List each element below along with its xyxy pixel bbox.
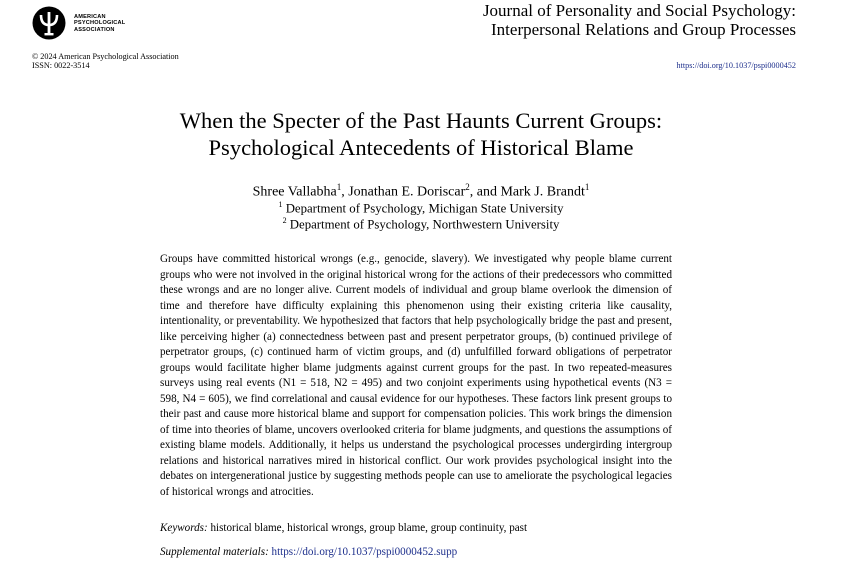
article-title-line-2: Psychological Antecedents of Historical Blame: [208, 135, 634, 160]
journal-title-line-2: Interpersonal Relations and Group Processes: [491, 20, 796, 39]
journal-title: [483, 1, 796, 39]
keywords-label: Keywords:: [160, 522, 208, 534]
doi-link[interactable]: https://doi.org/10.1037/pspi0000452: [676, 61, 796, 70]
copyright-notice: © 2024 American Psychological Association: [32, 52, 179, 61]
affiliation-mark: 2: [282, 216, 287, 225]
author-separator: ,: [341, 184, 349, 200]
article-title: [0, 107, 842, 161]
logo-line-2: PSYCHOLOGICAL: [74, 20, 126, 27]
affiliation-text: Department of Psychology, Northwestern University: [289, 217, 560, 232]
issn: ISSN: 0022-3514: [32, 61, 90, 71]
keywords: [160, 522, 527, 534]
publisher-logo: [32, 6, 144, 42]
supplemental-label: Supplemental materials:: [160, 546, 269, 558]
affiliation-mark: 1: [278, 200, 283, 209]
author-affiliation-mark: 1: [336, 182, 342, 192]
author-name: Jonathan E. Doriscar: [348, 184, 466, 200]
logo-line-1: AMERICAN: [74, 14, 106, 20]
keywords-text: historical blame, historical wrongs, group blame, group continuity, past: [207, 522, 528, 534]
supplemental-materials: [160, 546, 457, 558]
affiliation-text: Department of Psychology, Michigan State University: [285, 201, 564, 216]
logo-line-3: ASSOCIATION: [74, 26, 115, 33]
author-affiliation-mark: 2: [465, 182, 470, 192]
publisher-logo-text: [74, 14, 125, 33]
author-separator: , and: [469, 184, 501, 200]
psi-logo-icon: [32, 6, 66, 40]
article-title-line-1: When the Specter of the Past Haunts Current Groups:: [179, 108, 663, 133]
abstract: Groups have committed historical wrongs (e.g., genocide, slavery). We investigated why people blame current groups who were not involved in the original historical wrong for the actions of their predecessors who committed these wrongs and are no longer alive. Current models of individual and group blame overlook the dimension of time and therefore have difficulty explaining this phenomenon using their existing criteria like causality, intentionality, or preventability. We hypothesized that factors that help psychologically bridge the past and present, like perceiving higher (a) connectedness between past and present perpetrator groups, (b) continued privilege of perpetrator groups, (c) continued harm of victim groups, and (d) unfulfilled forward obligations of perpetrator groups would facilitate higher blame judgments against current groups for the past. In two repeated-measures surveys using real events (N1 = 518, N2 = 495) and two conjoint experiments using hypothetical events (N3 = 598, N4 = 605), we find correlational and causal evidence for our hypotheses. These factors link present groups to their past and cause more historical blame and support for compensation policies. This work brings the dimension of time into theories of blame, uncovers overlooked criteria for blame judgments, and questions the assumptions of existing blame models. Additionally, it helps us understand the psychological processes undergirding intergroup relations and historical narratives mired in historical conflict. Our work provides psychological insight into the debates on intergenerational justice by suggesting methods people can use to ameliorate the psychological legacies of historical wrongs and atrocities.: [160, 253, 672, 498]
affiliation-2: [0, 213, 842, 232]
journal-title-line-1: Journal of Personality and Social Psychology:: [482, 1, 796, 20]
supplemental-link[interactable]: https://doi.org/10.1037/pspi0000452.supp: [271, 546, 458, 558]
publication-meta: [32, 52, 179, 71]
author-name: Mark J. Brandt: [500, 184, 585, 200]
author-name: Shree Vallabha: [252, 184, 337, 200]
author-affiliation-mark: 1: [584, 182, 590, 192]
